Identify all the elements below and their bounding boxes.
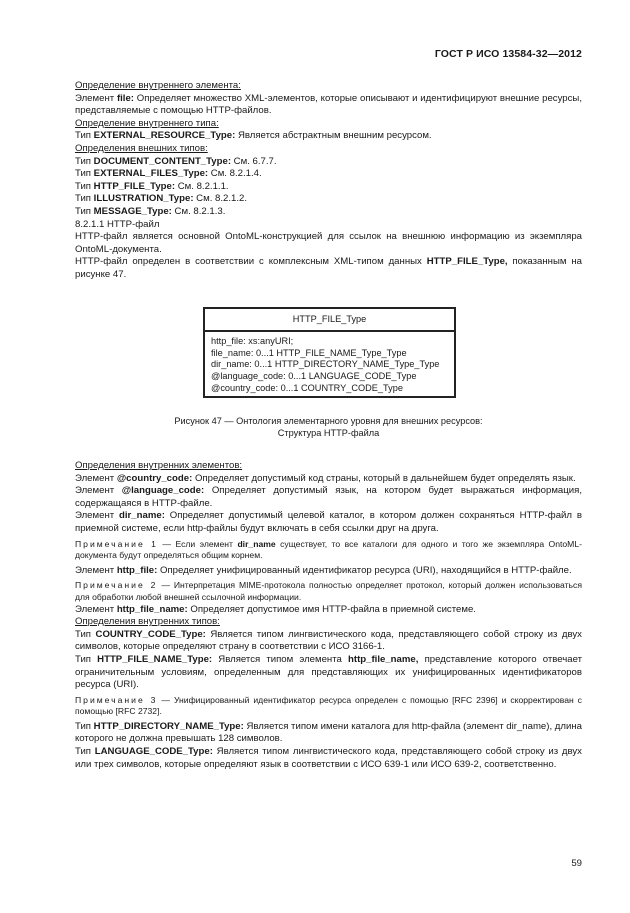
figure-title: HTTP_FILE_Type xyxy=(205,309,454,332)
note: Примечание 2 — Интерпретация MIME-протокола полностью определяет протокол, который должен использоваться для обработки любой внешней ссылочной информации. xyxy=(75,580,582,602)
paragraph: Тип EXTERNAL_RESOURCE_Type: Является абстрактным внешним ресурсом. xyxy=(75,130,432,142)
type-reference: Тип MESSAGE_Type: См. 8.2.1.3. xyxy=(75,205,226,217)
paragraph: Элемент @language_code: Определяет допустимый язык, на котором будет выражаться информация, содержащаяся в HTTP-файле. xyxy=(75,485,582,509)
text-block-bottom xyxy=(75,460,582,771)
section-heading: Определение внутреннего элемента: xyxy=(75,80,241,91)
section-heading: Определения внутренних типов: xyxy=(75,616,220,628)
figure-lines xyxy=(205,332,454,395)
text-block-top xyxy=(75,80,582,282)
section-heading: Определения внешних типов: xyxy=(75,142,208,154)
figure-line: http_file: xs:anyURI; xyxy=(211,336,294,346)
type-reference: Тип EXTERNAL_FILES_Type: См. 8.2.1.4. xyxy=(75,168,262,180)
type-reference: Тип DOCUMENT_CONTENT_Type: См. 6.7.7. xyxy=(75,155,277,167)
paragraph: Тип LANGUAGE_CODE_Type: Является типом лингвистического кода, представляющего собой строку из двух или трех символов, которые определяют язык в соответствии с ИСО 639-1 или ИСО 639-2, соответственно. xyxy=(75,746,582,770)
figure-caption xyxy=(75,415,582,439)
paragraph: Тип HTTP_DIRECTORY_NAME_Type: Является типом имени каталога для http-файла (элемент dir_name), длина которого не должна превышать 128 символов. xyxy=(75,720,582,745)
paragraph: HTTP-файл является основной OntoML-конструкцией для ссылок на внешнюю информацию из экземпляра OntoML-документа. xyxy=(75,231,582,255)
subsection-title: 8.2.1.1 HTTP-файл xyxy=(75,218,160,230)
figure-box xyxy=(203,307,456,398)
section-heading: Определения внутренних элементов: xyxy=(75,460,243,471)
section-heading: Определение внутреннего типа: xyxy=(75,117,219,129)
paragraph: Элемент file: Определяет множество XML-элементов, которые описывают и идентифицируют внешние ресурсы, представляемые с помощью HTTP-файлов. xyxy=(75,92,582,117)
figure-line: file_name: 0...1 HTTP_FILE_NAME_Type_Type xyxy=(211,347,407,358)
page-number: 59 xyxy=(571,858,582,869)
type-reference: Тип HTTP_FILE_Type: См. 8.2.1.1. xyxy=(75,180,229,192)
note: Примечание 1 — Если элемент dir_name существует, то все каталоги для одного и того же экземпляра OntoML-документа будут определяться общим корнем. xyxy=(75,538,582,561)
figure-line: dir_name: 0...1 HTTP_DIRECTORY_NAME_Type_Type xyxy=(211,359,440,370)
paragraph: Тип COUNTRY_CODE_Type: Является типом лингвистического кода, представляющего собой строку из двух символов, которые определяют страну в соответствии с ИСО 3166-1. xyxy=(75,628,582,653)
paragraph: Элемент dir_name: Определяет допустимый целевой каталог, в котором должен сохраняться HTTP-файл в приемной системе, если http-файлы будут включать в себя ссылки друг на друга. xyxy=(75,510,582,534)
document-header: ГОСТ Р ИСО 13584-32—2012 xyxy=(434,48,582,60)
type-reference: Тип ILLUSTRATION_Type: См. 8.2.1.2. xyxy=(75,193,248,205)
paragraph: Элемент http_file_name: Определяет допустимое имя HTTP-файла в приемной системе. xyxy=(75,603,476,615)
note: Примечание 3 — Унифицированный идентификатор ресурса определен с помощью [RFC 2396] и скорректирован с помощью [RFC 2732]. xyxy=(75,694,582,717)
paragraph: Элемент http_file: Определяет унифицированный идентификатор ресурса (URI), находящийся в HTTP-файле. xyxy=(75,564,572,576)
figure-line: @country_code: 0...1 COUNTRY_CODE_Type xyxy=(211,382,403,393)
paragraph: Тип HTTP_FILE_NAME_Type: Является типом элемента http_file_name, представление которого отвечает ограничительным условиям, определенным для представляющих их унифицированных идентификаторов ресурса (URI). xyxy=(75,653,582,691)
caption-line: Рисунок 47 — Онтология элементарного уровня для внешних ресурсов: xyxy=(174,416,483,426)
figure-line: @language_code: 0...1 LANGUAGE_CODE_Type xyxy=(211,371,417,382)
caption-line: Структура HTTP-файла xyxy=(277,428,380,439)
paragraph: HTTP-файл определен в соответствии с комплексным XML-типом данных HTTP_FILE_Type, показанным на рисунке 47. xyxy=(75,256,583,280)
paragraph: Элемент @country_code: Определяет допустимый код страны, который в дальнейшем будет определять язык. xyxy=(75,472,576,484)
